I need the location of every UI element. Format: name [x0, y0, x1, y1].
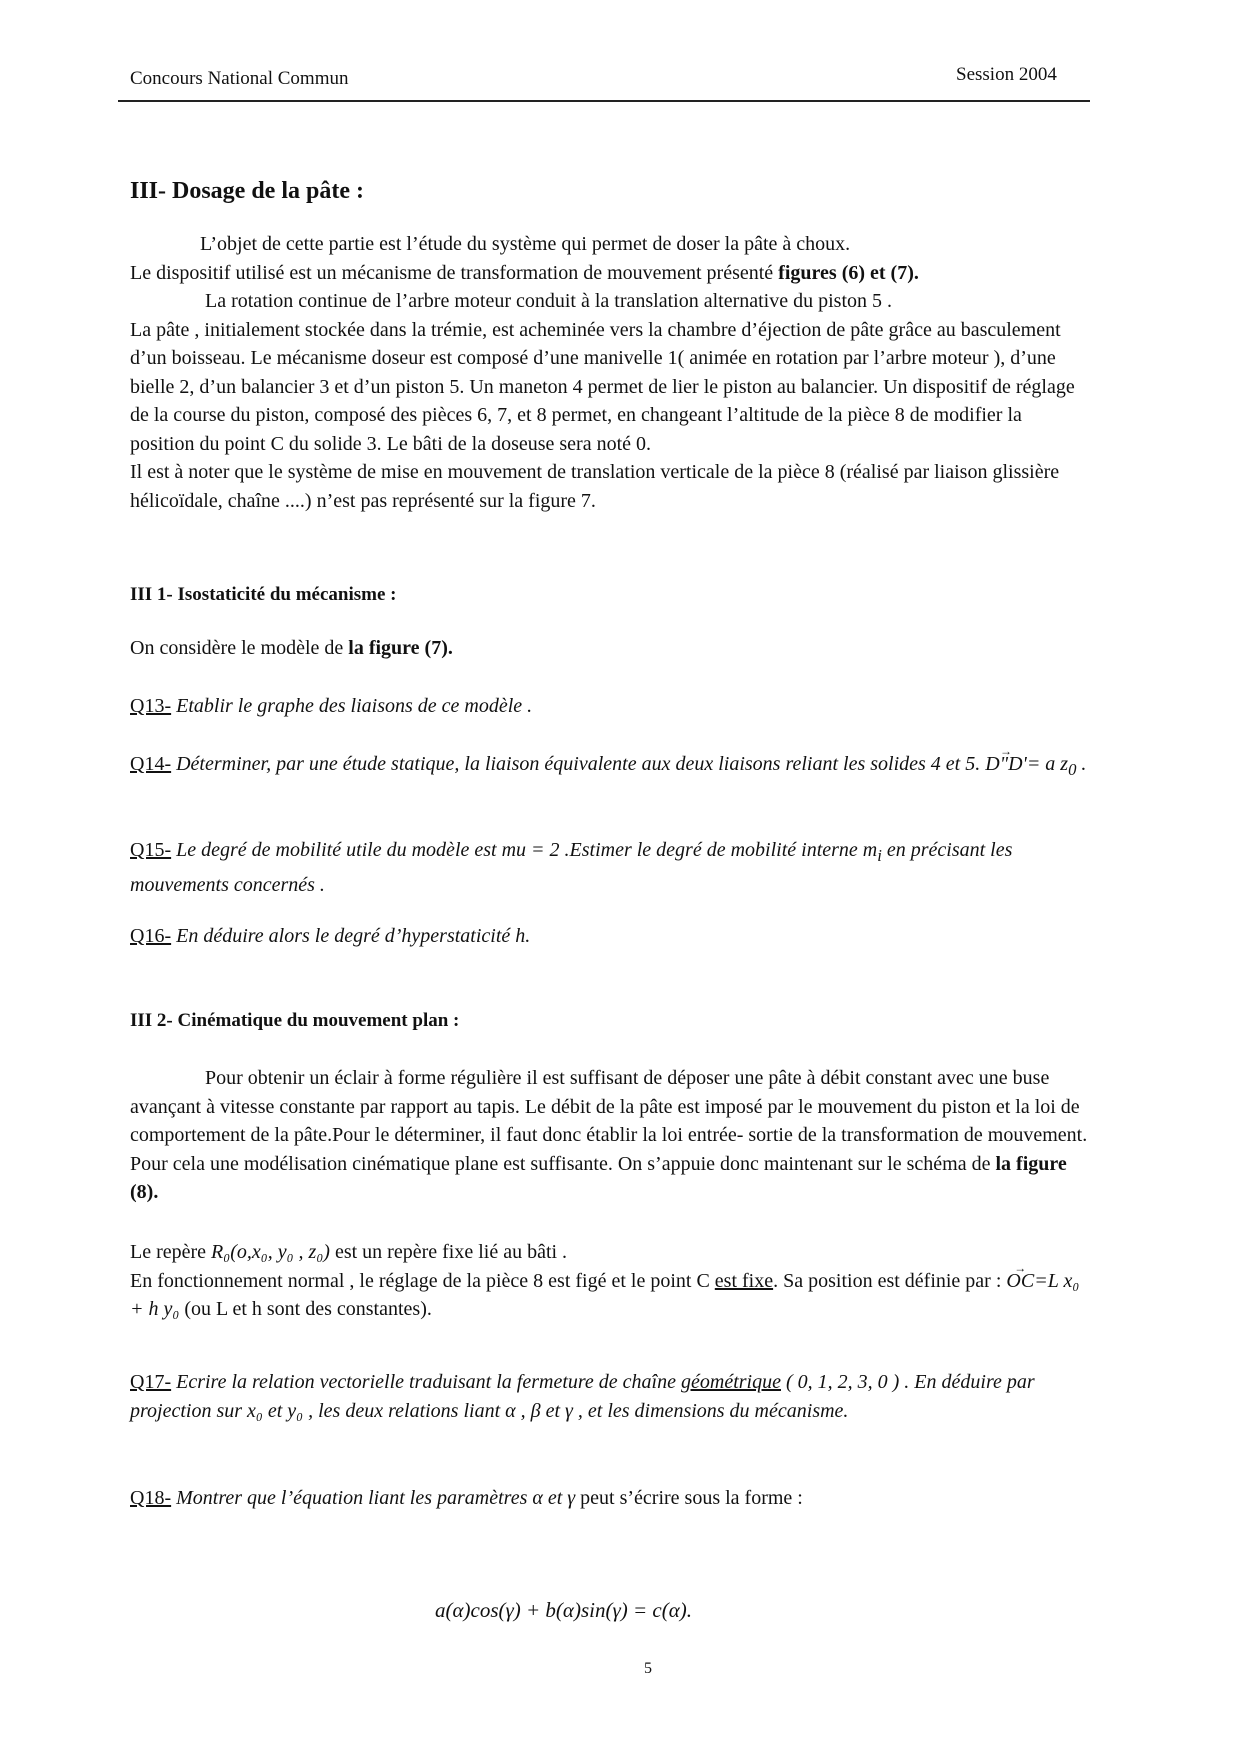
q14-number: Q14-	[130, 753, 172, 775]
subsection-1-title: III 1- Isostaticité du mécanisme :	[130, 584, 397, 605]
intro-line-3: La rotation continue de l’arbre moteur conduit à la translation alternative du piston 5 .	[205, 290, 893, 312]
question-q14: Q14- Déterminer, par une étude statique, la liaison équivalente aux deux liaisons reliant les solides 4 et 5. → D"D'= a $z_0$ .	[130, 750, 1090, 785]
consider-line: On considère le modèle de la figure (7).	[130, 637, 453, 659]
q16-number: Q16-	[130, 925, 172, 947]
subsection-2-title: III 2- Cinématique du mouvement plan :	[130, 1010, 460, 1031]
q17-number: Q17-	[130, 1371, 172, 1393]
question-q17: Q17- Ecrire la relation vectorielle traduisant la fermeture de chaîne géométrique ( 0, 1, 2, 3, 0 ) . En déduire par projection sur x₀ et y₀ , les deux relations liant α , β et γ , et les dimensions du mécanisme.	[130, 1371, 1035, 1422]
q13-number: Q13-	[130, 695, 172, 717]
intro-paragraph-4: La pâte , initialement stockée dans la trémie, est acheminée vers la chambre d’éjection de pâte grâce au basculement d’un boisseau. Le mécanisme doseur est composé d’une manivelle 1( animée en rotation par l’arbre moteur ), d’une bielle 2, d’un balancier 3 et d’un piston 5. Un maneton 4 permet de lier le piston au balancier. Un dispositif de réglage de la course du piston, composé des pièces 6, 7, et 8 permet, en changeant l’altitude de la pièce 8 de modifier la position du point C du solide 3. Le bâti de la doseuse sera noté 0.	[130, 318, 1075, 455]
question-q18: Q18- Montrer que l’équation liant les paramètres α et γ peut s’écrire sous la forme :	[130, 1487, 803, 1509]
frame-line: Le repère R₀(o,x₀, y₀ , z₀) est un repère fixe lié au bâti .	[130, 1241, 568, 1263]
point-c-definition: En fonctionnement normal , le réglage de la pièce 8 est figé et le point C est fixe. Sa position est définie par : → OC=L x₀ + h y₀ (ou L et h sont des constantes).	[130, 1267, 1090, 1324]
intro-paragraph-5: Il est à noter que le système de mise en mouvement de translation verticale de la pièce 8 (réalisé par liaison glissière hélicoïdale, chaîne ....) n’est pas représenté sur la figure 7.	[130, 461, 1060, 512]
section-title: III- Dosage de la pâte :	[130, 178, 364, 204]
header-rule	[118, 100, 1090, 102]
header-left: Concours National Commun	[130, 68, 349, 89]
q18-number: Q18-	[130, 1487, 172, 1509]
question-q13: Q13- Etablir le graphe des liaisons de ce modèle .	[130, 695, 533, 717]
intro-text	[130, 230, 1090, 515]
equation: a(α)cos(γ) + b(α)sin(γ) = c(α).	[435, 1598, 692, 1622]
frame-definition	[130, 1238, 1090, 1324]
question-q16: Q16- En déduire alors le degré d’hyperstaticité h.	[130, 925, 531, 947]
question-q15: Q15- Le degré de mobilité utile du modèle est mu = 2 .Estimer le degré de mobilité interne $m_i$ en précisant les mouvements concernés .	[130, 839, 1013, 896]
header-right: Session 2004	[956, 64, 1057, 85]
page-number: 5	[644, 1660, 652, 1677]
intro-line-1: L’objet de cette partie est l’étude du système qui permet de doser la pâte à choux.	[200, 233, 851, 255]
intro-line-2: Le dispositif utilisé est un mécanisme de transformation de mouvement présenté figures (6) et (7).	[130, 261, 919, 284]
q15-number: Q15-	[130, 839, 172, 861]
kinematics-paragraph: Pour obtenir un éclair à forme régulière il est suffisant de déposer une pâte à débit constant avec une buse avançant à vitesse constante par rapport au tapis. Le débit de la pâte est imposé par le mouvement du piston et la loi de comportement de la pâte.Pour le déterminer, il faut donc établir la loi entrée- sortie de la transformation de mouvement. Pour cela une modélisation cinématique plane est suffisante. On s’appuie donc maintenant sur le schéma de la figure (8).	[130, 1067, 1088, 1203]
